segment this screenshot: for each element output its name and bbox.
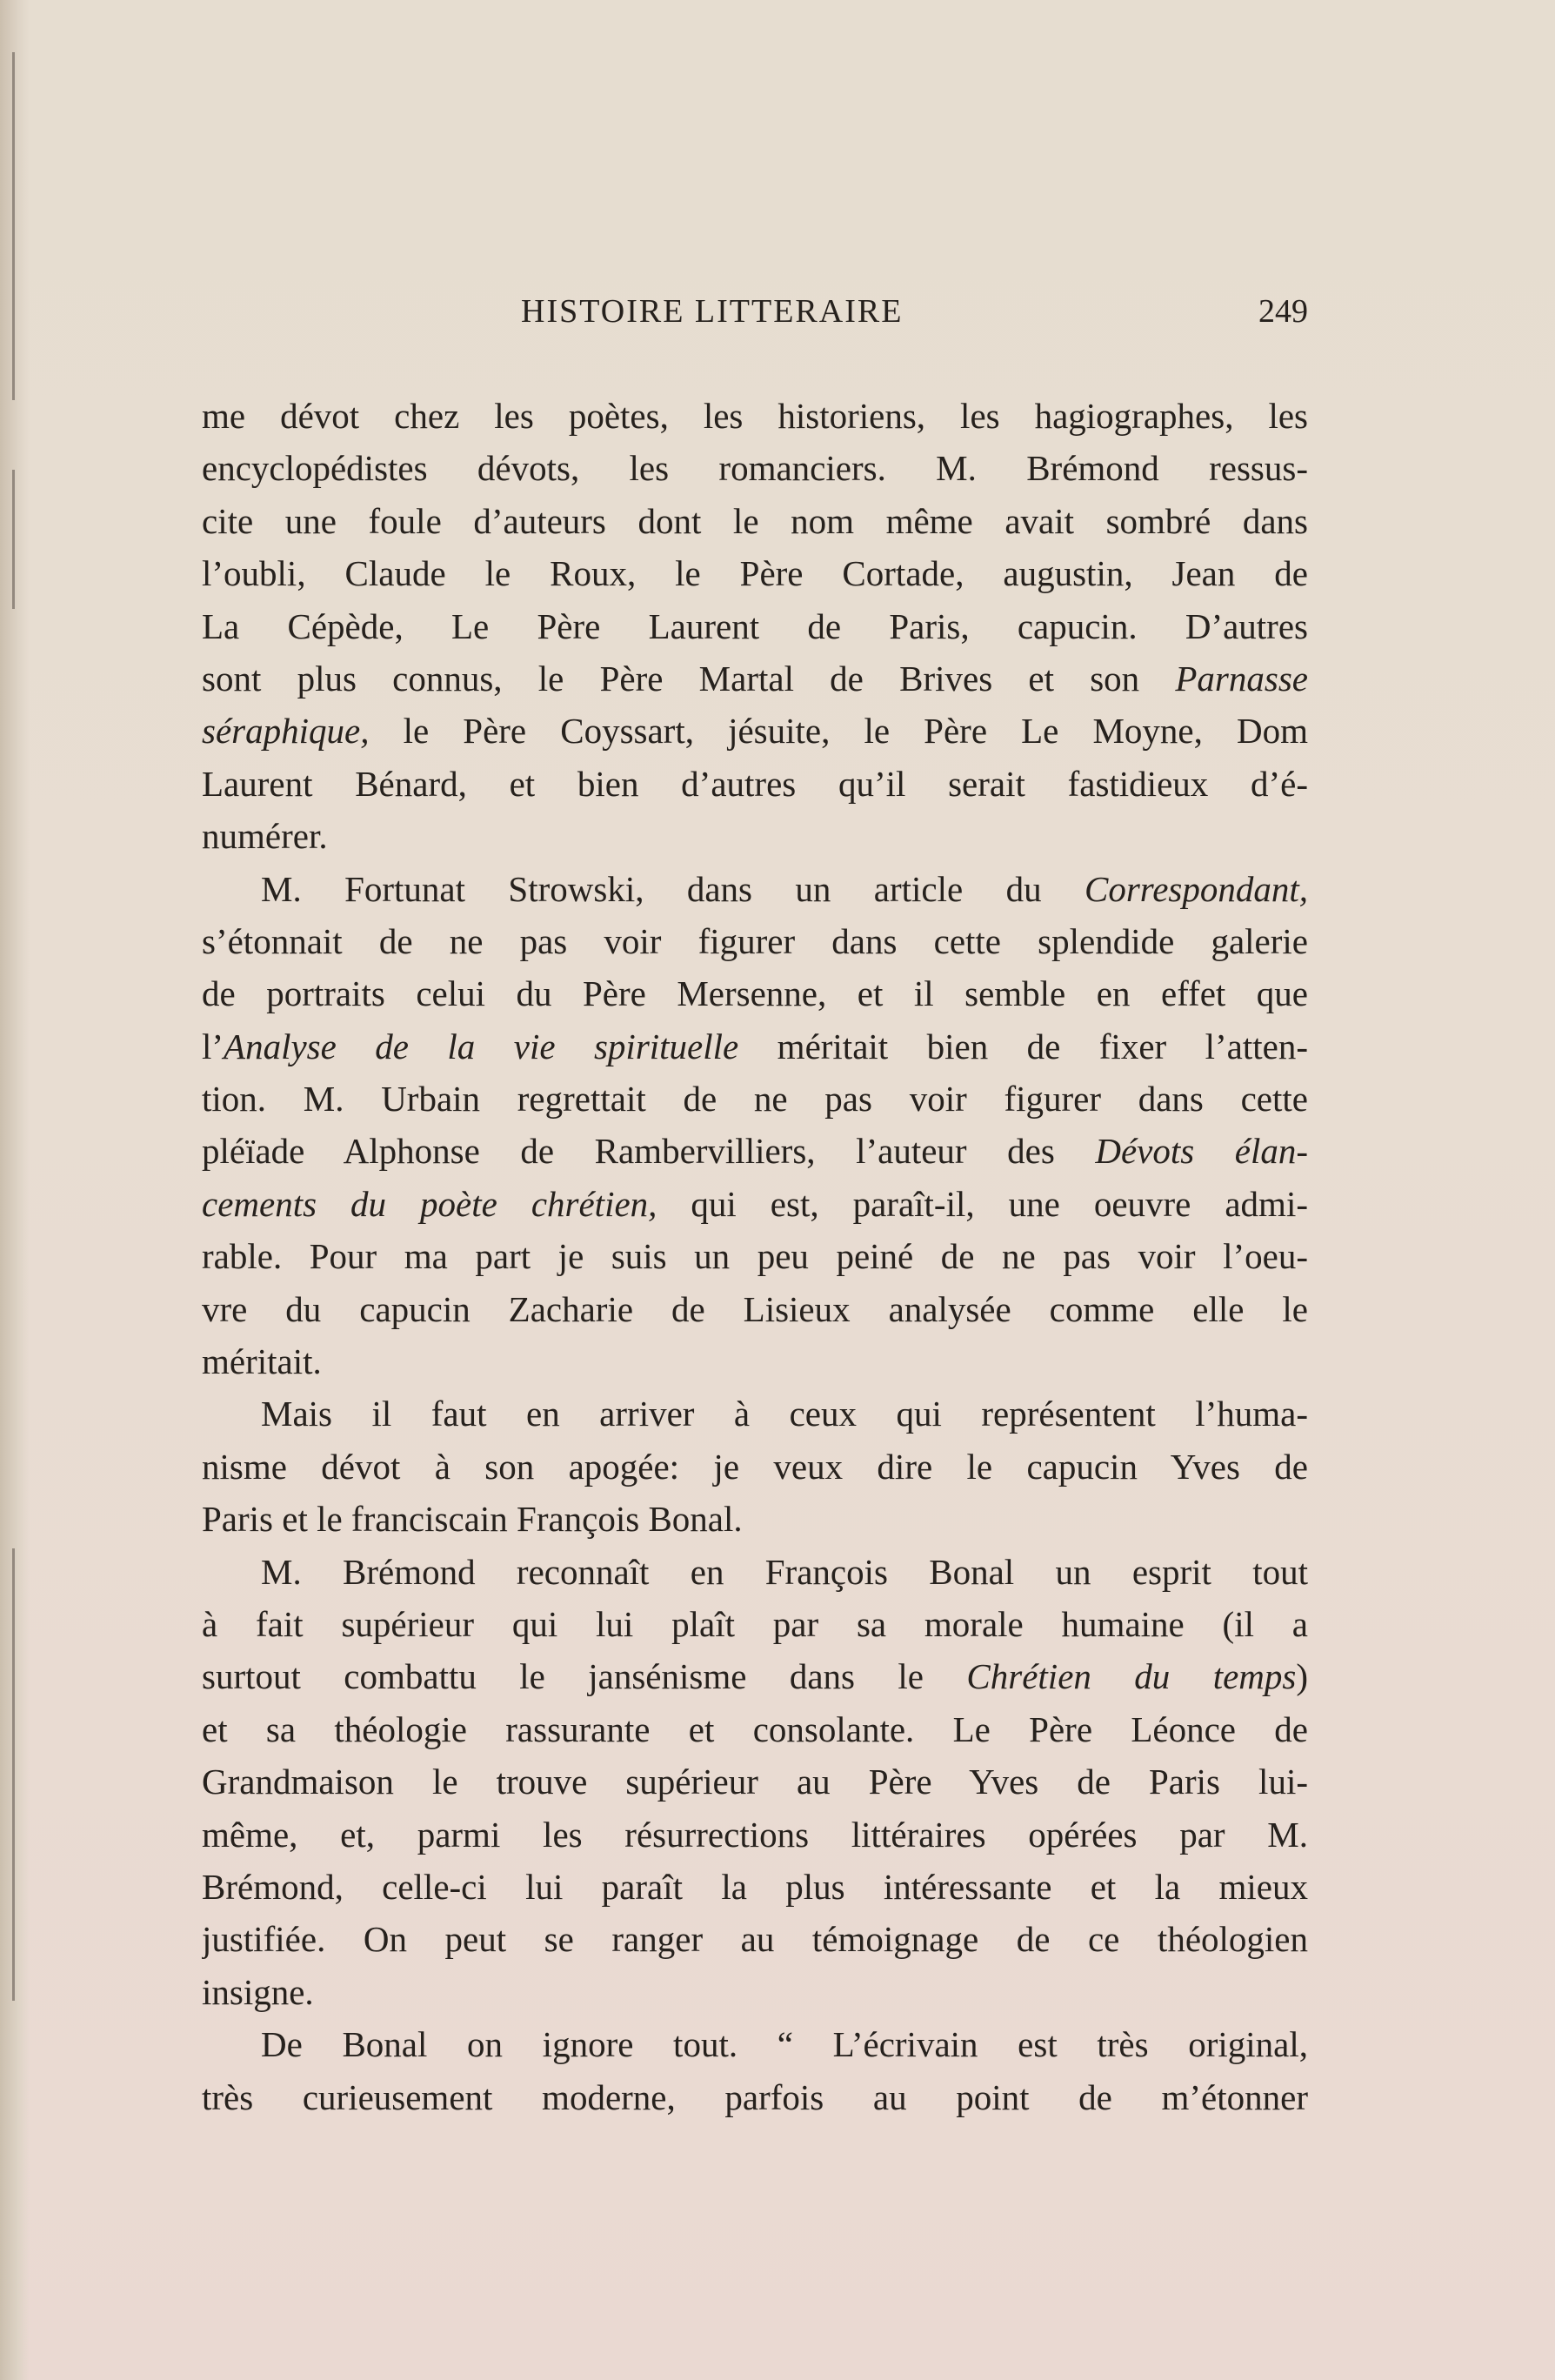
text-segment: cite une foule d’auteurs dont le nom même avait sombré dans (202, 500, 1308, 541)
text-segment: surtout combattu le jansénisme dans le (202, 1656, 967, 1697)
text-segment: même, et, parmi les résurrections littéraires opérées par M. (202, 1814, 1308, 1855)
text-line (202, 390, 1308, 442)
text-line (202, 915, 1308, 967)
text-segment: rable. Pour ma part je suis un peu peiné de ne pas voir l’oeu- (202, 1236, 1308, 1277)
text-line (202, 1073, 1308, 1125)
text-line (202, 1861, 1308, 1913)
text-line (202, 1387, 1308, 1440)
text-segment: Paris et le franciscain François Bonal. (202, 1499, 743, 1540)
text-line (202, 495, 1308, 547)
text-segment: M. Fortunat Strowski, dans un article du (261, 868, 1084, 909)
text-line (202, 1598, 1308, 1650)
text-segment: très curieusement moderne, parfois au point de m’étonner (202, 2076, 1308, 2117)
italic-text: Analyse de la vie spirituelle (224, 1026, 739, 1066)
text-line (202, 1913, 1308, 1965)
text-line (202, 863, 1308, 915)
text-line (202, 442, 1308, 494)
binding-gutter (0, 0, 30, 2380)
text-line (202, 1493, 1308, 1545)
text-segment: vre du capucin Zacharie de Lisieux analysée comme elle le (202, 1288, 1308, 1329)
text-segment: pléïade Alphonse de Rambervilliers, l’auteur des (202, 1131, 1096, 1172)
text-segment: Mais il faut en arriver à ceux qui représentent l’huma- (261, 1394, 1308, 1434)
text-segment: qui est, paraît-il, une oeuvre admi- (657, 1183, 1308, 1224)
text-segment: nisme dévot à son apogée: je veux dire le capucin Yves de (202, 1446, 1308, 1487)
text-line (202, 758, 1308, 810)
text-segment: encyclopédistes dévots, les romanciers. M. Brémond ressus- (202, 448, 1308, 489)
binding-edge-mark (12, 470, 15, 609)
italic-text: Chrétien du temps (966, 1656, 1297, 1697)
text-segment: justifiée. On peut se ranger au témoignage de ce théologien (202, 1919, 1308, 1960)
text-segment: l’oubli, Claude le Roux, le Père Cortade, augustin, Jean de (202, 553, 1308, 594)
text-segment: à fait supérieur qui lui plaît par sa morale humaine (il a (202, 1603, 1308, 1644)
text-line (202, 1230, 1308, 1282)
text-segment: ) (1296, 1656, 1308, 1697)
italic-text: Parnasse (1175, 658, 1308, 699)
text-segment: tion. M. Urbain regrettait de ne pas voir figurer dans cette (202, 1079, 1308, 1120)
text-line (202, 1441, 1308, 1493)
text-line (202, 705, 1308, 757)
italic-text: cements du poète chrétien, (202, 1183, 657, 1224)
body-text (202, 390, 1308, 2123)
text-line (202, 1546, 1308, 1598)
text-line (202, 1808, 1308, 1861)
text-segment: l’ (202, 1026, 224, 1066)
italic-text: séraphique, (202, 711, 370, 752)
text-segment: Grandmaison le trouve supérieur au Père Yves de Paris lui- (202, 1762, 1308, 1802)
text-segment: sont plus connus, le Père Martal de Brives et son (202, 658, 1176, 699)
text-segment: méritait. (202, 1341, 322, 1382)
text-segment: de portraits celui du Père Mersenne, et il semble en effet que (202, 973, 1308, 1014)
text-line (202, 1178, 1308, 1230)
text-line (202, 1020, 1308, 1073)
binding-edge-mark (12, 1548, 15, 2001)
text-line (202, 1703, 1308, 1755)
text-segment: me dévot chez les poètes, les historiens, les hagiographes, les (202, 396, 1308, 436)
page-header (202, 287, 1308, 336)
text-segment: le Père Coyssart, jésuite, le Père Le Moyne, Dom (369, 711, 1308, 752)
italic-text: Dévots élan- (1095, 1131, 1308, 1172)
text-line (202, 1650, 1308, 1702)
text-line (202, 1125, 1308, 1177)
text-segment: méritait bien de fixer l’atten- (738, 1026, 1308, 1066)
text-segment: insigne. (202, 1971, 314, 2012)
text-segment: numérer. (202, 816, 328, 857)
page-number: 249 (1258, 293, 1308, 330)
text-line (202, 1755, 1308, 1808)
text-segment: Laurent Bénard, et bien d’autres qu’il serait fastidieux d’é- (202, 763, 1308, 804)
text-segment: et sa théologie rassurante et consolante. Le Père Léonce de (202, 1708, 1308, 1749)
text-line (202, 2071, 1308, 2123)
text-line (202, 547, 1308, 599)
text-segment: De Bonal on ignore tout. “ L’écrivain est très original, (261, 2024, 1308, 2065)
text-line (202, 1966, 1308, 2018)
text-segment: Brémond, celle-ci lui paraît la plus intéressante et la mieux (202, 1866, 1308, 1907)
text-line (202, 2018, 1308, 2070)
text-segment: s’étonnait de ne pas voir figurer dans cette splendide galerie (202, 920, 1308, 961)
text-line (202, 1283, 1308, 1335)
binding-edge-mark (12, 52, 15, 400)
text-segment: La Cépède, Le Père Laurent de Paris, capucin. D’autres (202, 605, 1308, 646)
text-line (202, 1335, 1308, 1387)
text-line (202, 967, 1308, 1020)
running-title: HISTOIRE LITTERAIRE (521, 293, 904, 330)
text-line (202, 652, 1308, 705)
italic-text: Correspondant, (1084, 868, 1308, 909)
text-line (202, 810, 1308, 862)
text-line (202, 600, 1308, 652)
text-segment: M. Brémond reconnaît en François Bonal un esprit tout (261, 1551, 1308, 1592)
